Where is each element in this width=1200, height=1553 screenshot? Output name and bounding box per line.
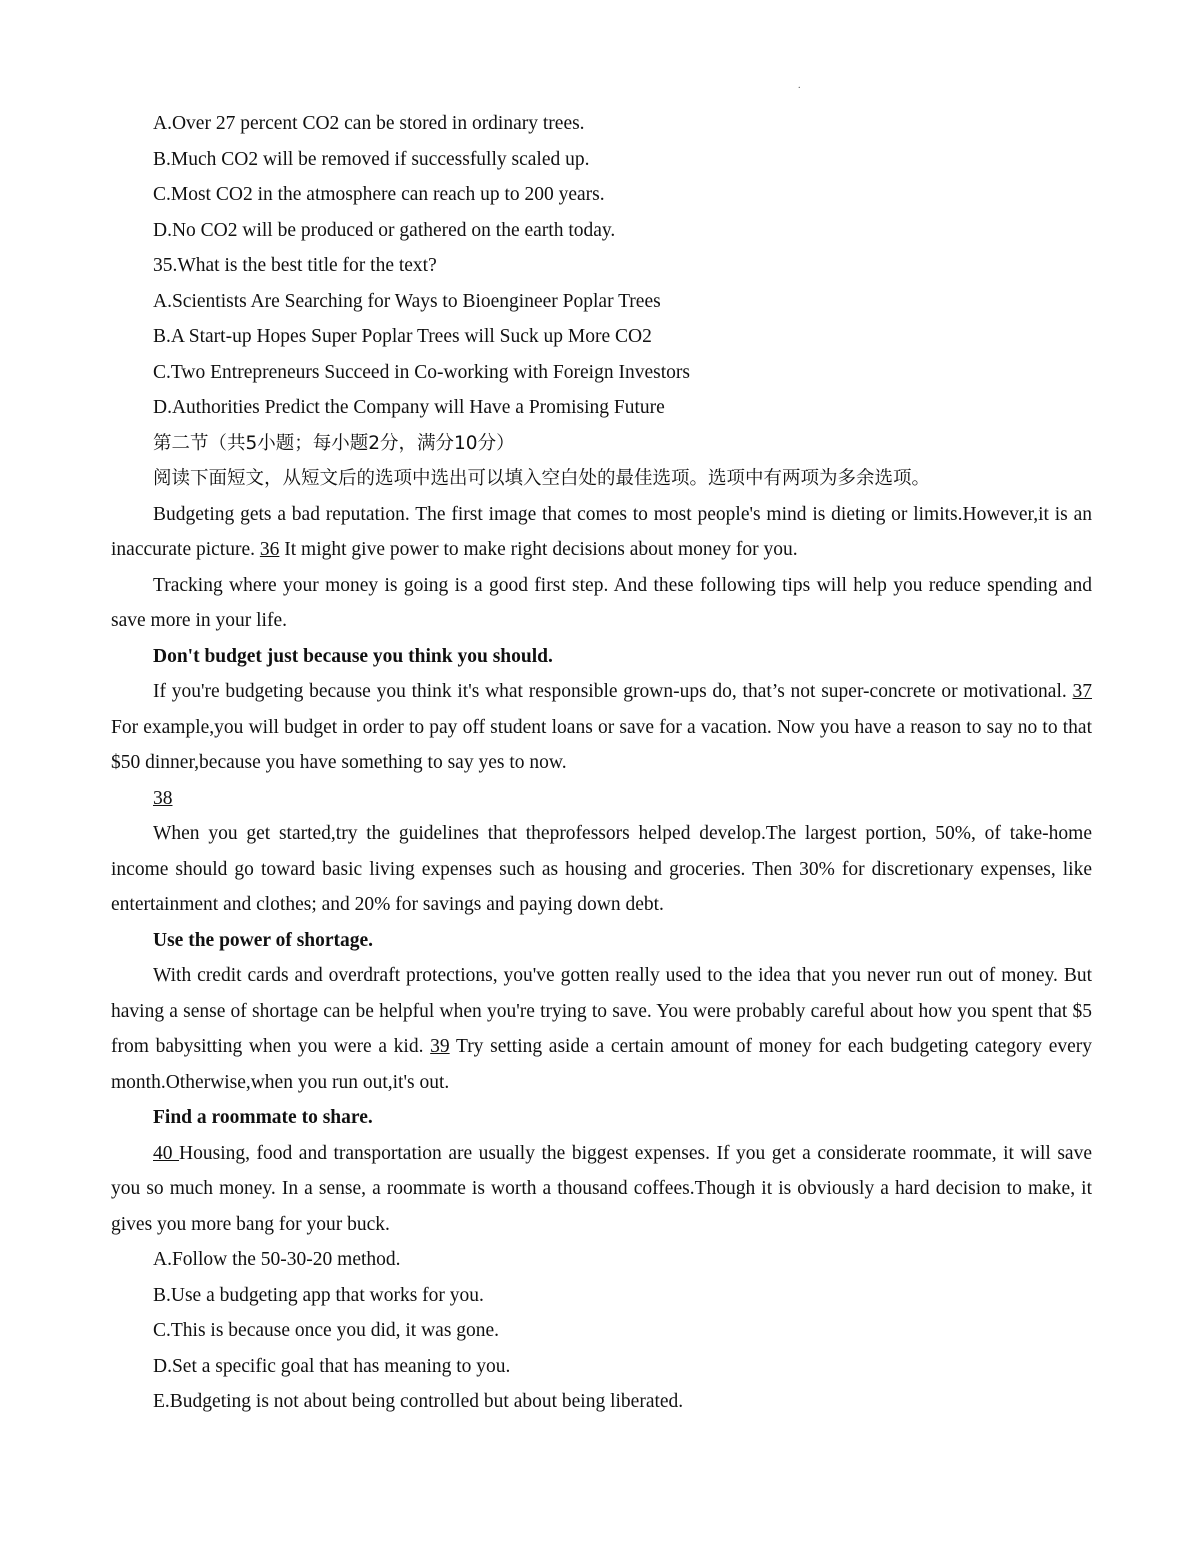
q34-option-d: D.No CO2 will be produced or gathered on the earth today. xyxy=(153,219,616,241)
answer-option-a: A.Follow the 50-30-20 method. xyxy=(153,1249,401,1270)
passage-text: With credit cards and overdraft protections, you've gotten really used to the idea that you never run out of money. But having a sense of shortage can be helpful when you're trying to save. You were probably careful about how you spent that $5 from babysitting when you were a kid. xyxy=(111,965,1092,1057)
blank-38-line xyxy=(111,781,1092,817)
passage-text: If you're budgeting because you think it's what responsible grown-ups do, that’s not super-concrete or motivational. xyxy=(153,681,1073,702)
q34-option-c: C.Most CO2 in the atmosphere can reach up to 200 years. xyxy=(153,184,605,205)
q34-option-b: B.Much CO2 will be removed if successfully scaled up. xyxy=(153,148,590,170)
q35-option-c: C.Two Entrepreneurs Succeed in Co-working with Foreign Investors xyxy=(153,361,690,383)
passage-paragraph-3 xyxy=(111,674,1092,781)
header-dot: . xyxy=(798,80,801,91)
blank-36: 36 xyxy=(259,539,280,560)
q35-option-b: B.A Start-up Hopes Super Poplar Trees will Suck up More CO2 xyxy=(153,326,652,347)
answer-option-d: D.Set a specific goal that has meaning to you. xyxy=(153,1355,511,1377)
q35-option-d: D.Authorities Predict the Company will Have a Promising Future xyxy=(153,397,665,418)
section-title: 第二节（共5小题；每小题2分，满分10分） xyxy=(153,432,515,454)
answer-option-e: E.Budgeting is not about being controlled but about being liberated. xyxy=(153,1391,684,1412)
subheading-shortage: Use the power of shortage. xyxy=(153,929,374,951)
subheading-roommate: Find a roommate to share. xyxy=(153,1107,373,1128)
passage-paragraph-6 xyxy=(111,1136,1092,1243)
passage-text: Budgeting gets a bad reputation. The first image that comes to most people's mind is dieting or limits.However,it is an inaccurate picture. xyxy=(111,503,1092,560)
blank-38: 38 xyxy=(153,787,173,809)
blank-37: 37 xyxy=(1072,681,1092,702)
passage-text: Try setting aside a certain amount of money for each budgeting category every month.Otherwise,when you run out,it's out. xyxy=(111,1036,1093,1093)
passage-paragraph-5 xyxy=(111,958,1092,1100)
subheading-dont-budget: Don't budget just because you think you should. xyxy=(153,645,553,667)
passage-text: For example,you will budget in order to pay off student loans or save for a vacation. Now you have a reason to say no to that $50 dinner,because you have something to say yes to now. xyxy=(111,716,1092,773)
passage-text: Housing, food and transportation are usually the biggest expenses. If you get a considerate roommate, it will save you so much money. In a sense, a roommate is worth a thousand coffees.Though it is obviously a hard decision to make, it gives you more bang for your buck. xyxy=(111,1142,1092,1235)
section-instruction: 阅读下面短文，从短文后的选项中选出可以填入空白处的最佳选项。选项中有两项为多余选项。 xyxy=(153,468,931,489)
passage-text: It might give power to make right decisions about money for you. xyxy=(279,539,798,560)
page-content xyxy=(111,106,1092,1420)
answer-option-c: C.This is because once you did, it was gone. xyxy=(153,1320,500,1341)
q35-question: 35.What is the best title for the text? xyxy=(153,255,437,276)
blank-39: 39 xyxy=(430,1036,450,1057)
blank-40: 40 xyxy=(153,1142,180,1164)
q35-option-a: A.Scientists Are Searching for Ways to Bioengineer Poplar Trees xyxy=(153,290,661,312)
q34-option-a: A.Over 27 percent CO2 can be stored in ordinary trees. xyxy=(153,113,585,134)
passage-paragraph-4: When you get started,try the guidelines that theprofessors helped develop.The largest portion, 50%, of take-home income should go toward basic living expenses such as housing and groceries. Then 30% for discretionary expenses, like entertainment and clothes; and 20% for savings and paying down debt. xyxy=(111,823,1092,915)
answer-option-b: B.Use a budgeting app that works for you. xyxy=(153,1284,484,1306)
passage-paragraph-2: Tracking where your money is going is a good first step. And these following tips will help you reduce spending and save more in your life. xyxy=(111,574,1092,631)
passage-paragraph-1 xyxy=(111,497,1092,568)
